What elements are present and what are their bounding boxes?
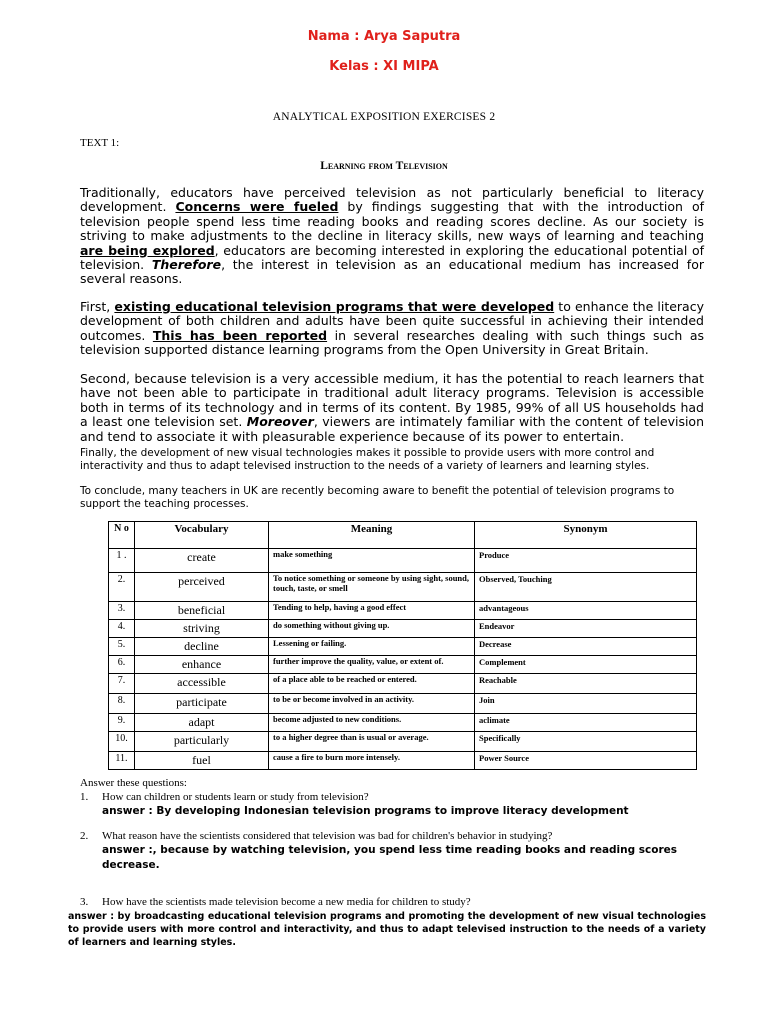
cell-no: 8.: [109, 694, 135, 714]
cell-meaning: make something: [269, 549, 475, 573]
table-row: [109, 549, 697, 573]
question-item: [80, 896, 710, 909]
paragraph-first-argument: [80, 300, 704, 358]
cell-meaning: become adjusted to new conditions.: [269, 714, 475, 732]
connective-word: Moreover: [246, 414, 314, 430]
cell-vocabulary: create: [135, 549, 269, 573]
cell-synonym: Produce: [475, 549, 697, 573]
paragraph-conclusion: To conclude, many teachers in UK are recently becoming aware to benefit the potential of television programs to support the teaching processes.: [80, 485, 675, 510]
cell-synonym: Decrease: [475, 638, 697, 656]
cell-synonym: Specifically: [475, 732, 697, 752]
article-title: Learning from Television: [320, 160, 448, 172]
table-row: [109, 638, 697, 656]
vocabulary-table: [108, 521, 697, 770]
student-class: Kelas : XI MIPA: [329, 59, 439, 74]
question-number: 1.: [80, 791, 89, 803]
cell-meaning: cause a fire to burn more intensely.: [269, 752, 475, 770]
text-span: to enhance the literacy development of both children and adults have been quite successful in achieving their intended outcomes.: [80, 299, 704, 343]
cell-vocabulary: participate: [135, 694, 269, 714]
text-label: TEXT 1:: [80, 137, 120, 149]
table-row: [109, 714, 697, 732]
cell-vocabulary: decline: [135, 638, 269, 656]
question-text: How have the scientists made television become a new media for children to study?: [102, 896, 471, 908]
question-item: [80, 791, 710, 819]
cell-vocabulary: adapt: [135, 714, 269, 732]
cell-vocabulary: particularly: [135, 732, 269, 752]
questions-intro: Answer these questions:: [80, 777, 187, 789]
paragraph-third-argument: Finally, the development of new visual technologies makes it possible to provide users with more control and interactivity and thus to adapt televised instruction to the needs of a variety of learners and learning styles.: [80, 447, 655, 472]
text-span: in several researches dealing with such things such as television supported distance learning programs from the Open University in Great Britain.: [80, 327, 704, 358]
cell-meaning: Tending to help, having a good effect: [269, 602, 475, 620]
cell-meaning: Lessening or failing.: [269, 638, 475, 656]
table-row: [109, 656, 697, 674]
question-text: How can children or students learn or study from television?: [102, 791, 369, 803]
underlined-phrase: are being explored: [80, 242, 215, 258]
cell-no: 11.: [109, 752, 135, 770]
cell-no: 3.: [109, 602, 135, 620]
underlined-phrase: existing educational television programs that were developed: [114, 299, 555, 314]
text-span: by findings suggesting that with the introduction of television people spend less time reading books and reading scores decline. As our society is striving to make adjustments to the decline in literacy skills, new ways of learning and teaching: [80, 199, 704, 244]
cell-no: 5.: [109, 638, 135, 656]
text-span: Traditionally, educators have perceived television as not particularly beneficial to literacy development.: [80, 185, 704, 215]
table-header-row: [109, 522, 697, 549]
question-text: What reason have the scientists considered that television was bad for children's behavior in studying?: [102, 830, 553, 842]
cell-meaning: of a place able to be reached or entered.: [269, 674, 475, 694]
text-span: Second, because television is a very accessible medium, it has the potential to reach learners that have not been able to participate in traditional adult literacy programs. Television is accessible both in terms of its technology and in terms of its content. By 1985, 99% of all US households had a least one television set.: [80, 371, 704, 430]
question-number: 2.: [80, 830, 89, 842]
cell-no: 6.: [109, 656, 135, 674]
paragraph-second-argument: [80, 372, 704, 444]
cell-synonym: advantageous: [475, 602, 697, 620]
cell-vocabulary: accessible: [135, 674, 269, 694]
text-span: , viewers are intimately familiar with the content of television and tend to associate it with pleasurable experience because of its power to entertain.: [80, 414, 704, 444]
question-number: 3.: [80, 896, 89, 908]
cell-synonym: Observed, Touching: [475, 573, 697, 602]
table-row: [109, 620, 697, 638]
text-span: First,: [80, 299, 115, 314]
cell-synonym: Endeavor: [475, 620, 697, 638]
answer-text: answer : By developing Indonesian television programs to improve literacy development: [102, 805, 629, 817]
text-span: , the interest in television as an educational medium has increased for several reasons.: [80, 257, 704, 287]
cell-synonym: Power Source: [475, 752, 697, 770]
cell-no: 2.: [109, 573, 135, 602]
header-meaning: Meaning: [269, 522, 475, 549]
cell-meaning: to be or become involved in an activity.: [269, 694, 475, 714]
table-row: [109, 694, 697, 714]
table-row: [109, 602, 697, 620]
table-row: [109, 752, 697, 770]
paragraph-intro: [80, 186, 704, 287]
cell-meaning: do something without giving up.: [269, 620, 475, 638]
cell-meaning: to a higher degree than is usual or average.: [269, 732, 475, 752]
cell-meaning: further improve the quality, value, or extent of.: [269, 656, 475, 674]
cell-synonym: aclimate: [475, 714, 697, 732]
connective-word: Therefore: [151, 257, 222, 273]
cell-no: 9.: [109, 714, 135, 732]
cell-no: 4.: [109, 620, 135, 638]
cell-vocabulary: striving: [135, 620, 269, 638]
question-item: [80, 830, 710, 873]
header-vocabulary: Vocabulary: [135, 522, 269, 549]
table-row: [109, 573, 697, 602]
cell-synonym: Complement: [475, 656, 697, 674]
cell-meaning: To notice something or someone by using sight, sound, touch, taste, or smell: [269, 573, 475, 602]
cell-vocabulary: beneficial: [135, 602, 269, 620]
cell-no: 7.: [109, 674, 135, 694]
answer-text: answer : by broadcasting educational television programs and promoting the development of new visual technologies to provide users with more control and interactivity, and thus to adapt televised instruction to the needs of a variety of learners and learning styles.: [68, 911, 706, 948]
cell-synonym: Join: [475, 694, 697, 714]
student-name: Nama : Arya Saputra: [307, 29, 461, 44]
cell-vocabulary: enhance: [135, 656, 269, 674]
table-row: [109, 674, 697, 694]
table-row: [109, 732, 697, 752]
cell-no: 10.: [109, 732, 135, 752]
header-synonym: Synonym: [475, 522, 697, 549]
cell-synonym: Reachable: [475, 674, 697, 694]
cell-vocabulary: perceived: [135, 573, 269, 602]
header-no: N o: [109, 522, 135, 549]
cell-vocabulary: fuel: [135, 752, 269, 770]
answer-text: answer :, because by watching television, you spend less time reading books and reading scores decrease.: [102, 844, 678, 871]
text-span: , educators are becoming interested in exploring the educational potential of television.: [80, 242, 704, 273]
underlined-phrase: Concerns were fueled: [175, 199, 339, 215]
underlined-phrase: This has been reported: [152, 327, 328, 343]
cell-no: 1 .: [109, 549, 135, 573]
document-title: ANALYTICAL EXPOSITION EXERCISES 2: [272, 111, 496, 123]
